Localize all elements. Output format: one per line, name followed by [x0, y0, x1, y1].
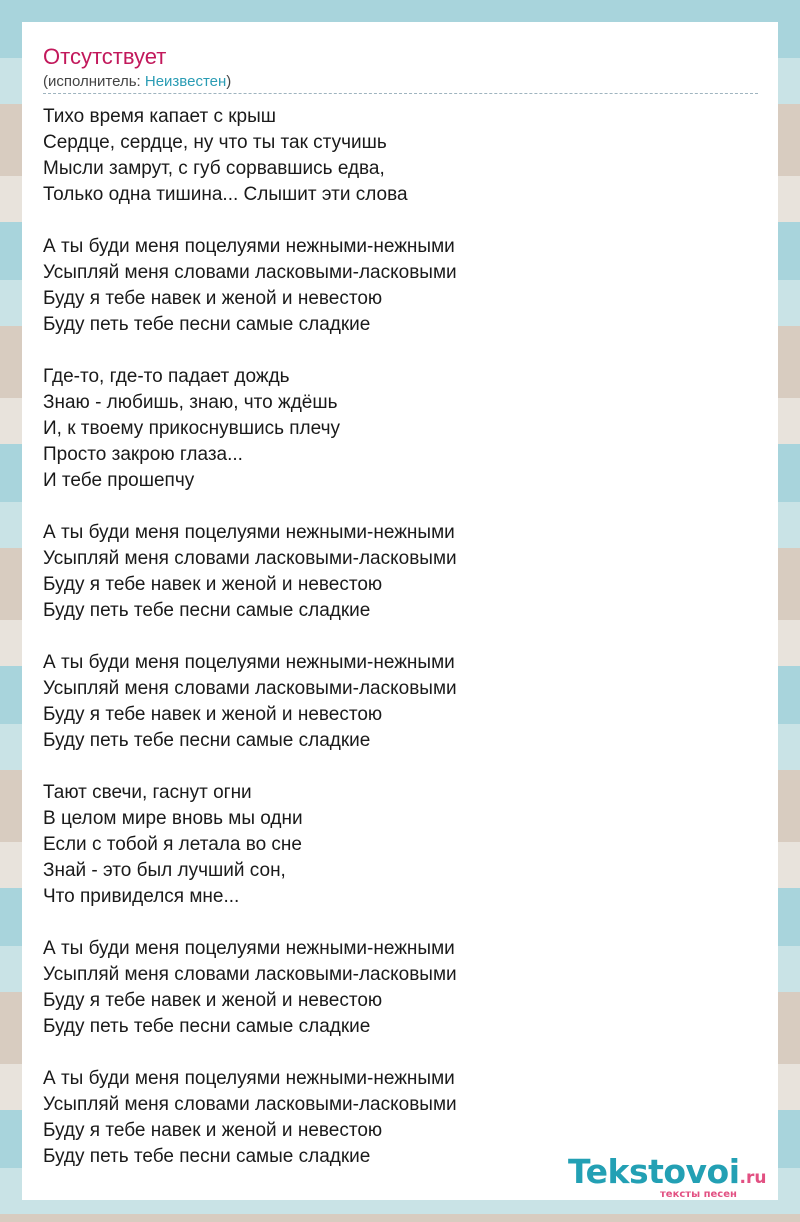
lyrics-line: И тебе прошепчу	[43, 470, 195, 491]
lyrics-stanza	[43, 650, 457, 754]
lyrics-line: Сердце, сердце, ну что ты так стучишь	[43, 132, 387, 153]
lyrics-line: Знай - это был лучший сон,	[43, 860, 286, 881]
lyrics-stanza	[43, 1066, 457, 1170]
song-title: Отсутствует	[43, 44, 167, 69]
lyrics-line: Буду я тебе навек и женой и невестою	[43, 574, 383, 595]
artist-prefix: (исполнитель:	[43, 73, 145, 90]
lyrics-line: Усыпляй меня словами ласковыми-ласковыми	[43, 548, 457, 569]
lyrics-stanza	[43, 104, 457, 208]
lyrics-line: Буду петь тебе песни самые сладкие	[43, 314, 371, 335]
lyrics-line: Буду я тебе навек и женой и невестою	[43, 288, 383, 309]
artist-suffix: )	[226, 73, 232, 90]
lyrics-line: Буду я тебе навек и женой и невестою	[43, 1120, 383, 1141]
lyrics-stanza	[43, 234, 457, 338]
lyrics-line: Усыпляй меня словами ласковыми-ласковыми	[43, 678, 457, 699]
lyrics-line: Просто закрою глаза...	[43, 444, 243, 465]
lyrics-line: Если с тобой я летала во сне	[43, 834, 302, 855]
lyrics-stanza	[43, 936, 457, 1040]
lyrics-line: Где-то, где-то падает дождь	[43, 366, 290, 387]
lyrics-line: Усыпляй меня словами ласковыми-ласковыми	[43, 964, 457, 985]
lyrics-stanza	[43, 780, 457, 910]
lyrics-line: Буду петь тебе песни самые сладкие	[43, 1146, 371, 1167]
lyrics-line: И, к твоему прикоснувшись плечу	[43, 418, 340, 439]
site-logo[interactable]	[568, 1154, 778, 1200]
lyrics-line: Буду петь тебе песни самые сладкие	[43, 1016, 371, 1037]
artist-line	[43, 72, 231, 92]
lyrics-line: Тают свечи, гаснут огни	[43, 782, 252, 803]
lyrics-line: Мысли замрут, с губ сорвавшись едва,	[43, 158, 385, 179]
lyrics-line: Буду я тебе навек и женой и невестою	[43, 704, 383, 725]
lyrics-body	[43, 104, 457, 1196]
logo-name: Tekstovoi	[568, 1152, 740, 1191]
lyrics-line: Только одна тишина... Слышит эти слова	[43, 184, 408, 205]
logo-tagline: тексты песен	[660, 1189, 737, 1200]
lyrics-card	[22, 22, 778, 1200]
lyrics-line: Усыпляй меня словами ласковыми-ласковыми	[43, 262, 457, 283]
title-divider	[43, 93, 758, 94]
lyrics-line: Что привиделся мне...	[43, 886, 240, 907]
logo-tld: .ru	[739, 1168, 767, 1188]
lyrics-line: Тихо время капает с крыш	[43, 106, 277, 127]
lyrics-line: В целом мире вновь мы одни	[43, 808, 303, 829]
lyrics-line: Знаю - любишь, знаю, что ждёшь	[43, 392, 338, 413]
lyrics-line: Буду петь тебе песни самые сладкие	[43, 730, 371, 751]
lyrics-line: А ты буди меня поцелуями нежными-нежными	[43, 938, 455, 959]
lyrics-stanza	[43, 520, 457, 624]
lyrics-line: Буду петь тебе песни самые сладкие	[43, 600, 371, 621]
lyrics-line: А ты буди меня поцелуями нежными-нежными	[43, 1068, 455, 1089]
lyrics-line: А ты буди меня поцелуями нежными-нежными	[43, 652, 455, 673]
lyrics-line: Буду я тебе навек и женой и невестою	[43, 990, 383, 1011]
artist-link[interactable]: Неизвестен	[144, 73, 227, 90]
lyrics-line: Усыпляй меня словами ласковыми-ласковыми	[43, 1094, 457, 1115]
lyrics-stanza	[43, 364, 457, 494]
lyrics-line: А ты буди меня поцелуями нежными-нежными	[43, 522, 455, 543]
lyrics-line: А ты буди меня поцелуями нежными-нежными	[43, 236, 455, 257]
